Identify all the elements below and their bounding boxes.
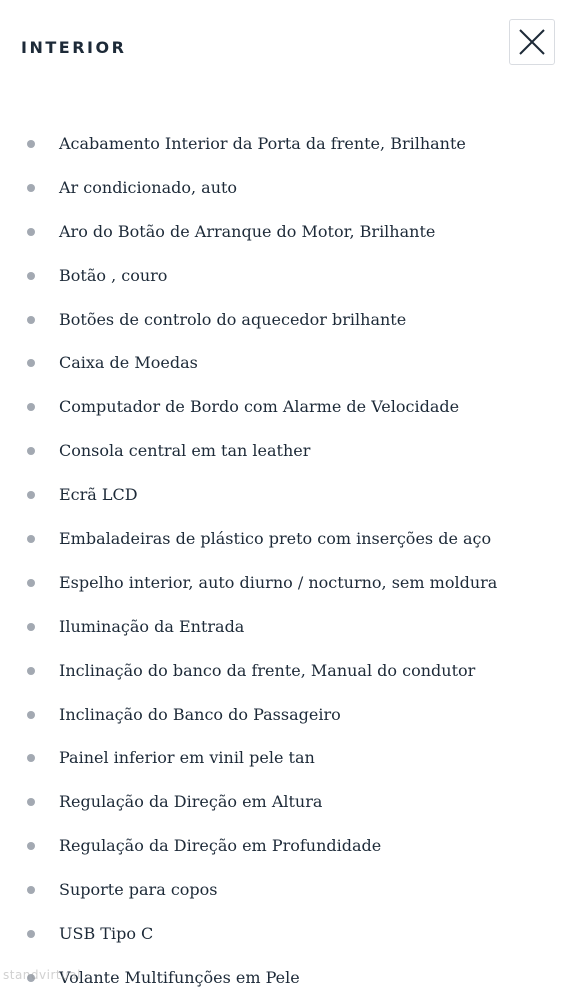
bullet-dot-icon xyxy=(27,535,35,543)
bullet-dot-icon xyxy=(27,272,35,280)
feature-label: Ecrã LCD xyxy=(59,485,138,505)
close-x-icon xyxy=(517,27,547,57)
list-item xyxy=(0,298,576,342)
list-item xyxy=(0,693,576,737)
feature-label: Consola central em tan leather xyxy=(59,441,311,461)
list-item xyxy=(0,385,576,429)
list-item xyxy=(0,429,576,473)
feature-label: Botão , couro xyxy=(59,265,168,285)
feature-label: Botões de controlo do aquecedor brilhante xyxy=(59,309,407,329)
bullet-dot-icon xyxy=(27,798,35,806)
bullet-dot-icon xyxy=(27,184,35,192)
feature-label: Aro do Botão de Arranque do Motor, Brilhante xyxy=(59,221,436,241)
feature-label: Volante Multifunções em Pele xyxy=(59,967,300,987)
feature-label: USB Tipo C xyxy=(59,923,154,943)
feature-list xyxy=(0,122,576,1000)
close-button[interactable] xyxy=(509,19,555,65)
list-item xyxy=(0,912,576,956)
list-item xyxy=(0,341,576,385)
feature-label: Regulação da Direção em Profundidade xyxy=(59,836,382,856)
feature-label: Computador de Bordo com Alarme de Velocidade xyxy=(59,397,460,417)
bullet-dot-icon xyxy=(27,140,35,148)
bullet-dot-icon xyxy=(27,447,35,455)
list-item xyxy=(0,561,576,605)
list-item xyxy=(0,780,576,824)
feature-label: Caixa de Moedas xyxy=(59,353,198,373)
list-item xyxy=(0,166,576,210)
list-item xyxy=(0,122,576,166)
list-item xyxy=(0,517,576,561)
bullet-dot-icon xyxy=(27,623,35,631)
feature-label: Iluminação da Entrada xyxy=(59,616,245,636)
section-title: INTERIOR xyxy=(21,38,127,57)
list-item xyxy=(0,605,576,649)
bullet-dot-icon xyxy=(27,316,35,324)
bullet-dot-icon xyxy=(27,754,35,762)
list-item xyxy=(0,956,576,1000)
list-item xyxy=(0,649,576,693)
bullet-dot-icon xyxy=(27,711,35,719)
feature-label: Suporte para copos xyxy=(59,880,218,900)
list-item xyxy=(0,736,576,780)
feature-label: Acabamento Interior da Porta da frente, Brilhante xyxy=(59,133,466,153)
feature-label: Embaladeiras de plástico preto com inserções de aço xyxy=(59,528,492,548)
feature-label: Espelho interior, auto diurno / nocturno, sem moldura xyxy=(59,572,498,592)
list-item xyxy=(0,473,576,517)
feature-label: Inclinação do Banco do Passageiro xyxy=(59,704,341,724)
feature-label: Regulação da Direção em Altura xyxy=(59,792,323,812)
list-item xyxy=(0,254,576,298)
bullet-dot-icon xyxy=(27,403,35,411)
bullet-dot-icon xyxy=(27,667,35,675)
feature-label: Painel inferior em vinil pele tan xyxy=(59,748,315,768)
watermark-logo: standvirtual xyxy=(3,968,81,982)
bullet-dot-icon xyxy=(27,930,35,938)
panel-header xyxy=(0,0,576,100)
bullet-dot-icon xyxy=(27,579,35,587)
bullet-dot-icon xyxy=(27,491,35,499)
list-item xyxy=(0,868,576,912)
bullet-dot-icon xyxy=(27,359,35,367)
feature-label: Ar condicionado, auto xyxy=(59,177,238,197)
bullet-dot-icon xyxy=(27,842,35,850)
feature-label: Inclinação do banco da frente, Manual do condutor xyxy=(59,660,476,680)
bullet-dot-icon xyxy=(27,886,35,894)
bullet-dot-icon xyxy=(27,228,35,236)
list-item xyxy=(0,210,576,254)
list-item xyxy=(0,824,576,868)
